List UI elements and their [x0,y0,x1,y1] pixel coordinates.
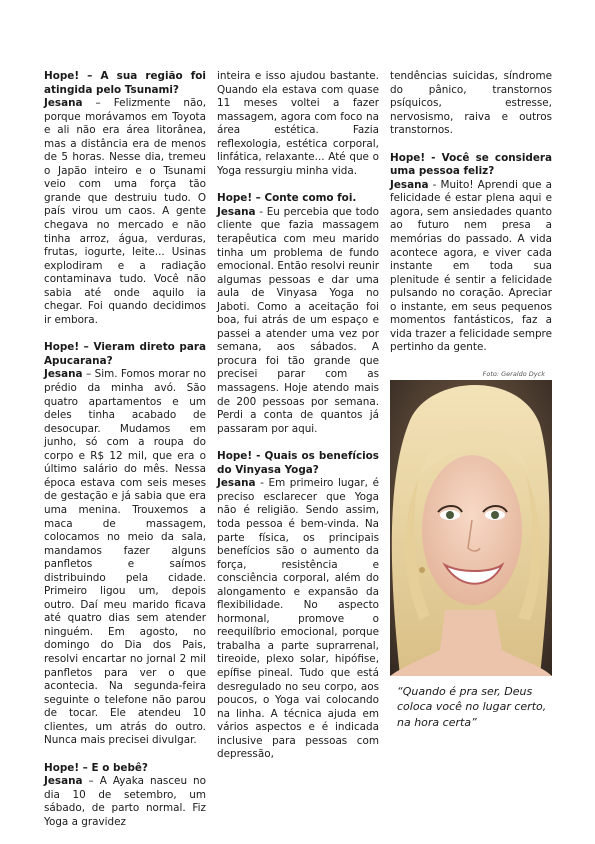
answer-text: – Felizmente não, porque morávamos em Toyota e ali não era área litorânea, mas a distância era de menos de 5 horas. Nesse dia, tremeu o Japão inteiro e o Tsunami veio com uma força tão grande que destruiu tudo. O país virou um caos. A gente chegava no mercado e não tinha arroz, água, verduras, frutas, iogurte, leite... Usinas explodiram e a radiação contaminava tudo. Você não sabia até onde aquilo ia chegar. Foi quando decidimos ir embora. [44,97,206,326]
portrait-illustration [390,380,552,676]
column-3 [390,70,552,369]
answer-tsunami [44,97,206,327]
speaker-name: Jesana [217,205,256,218]
answer-text: - Muito! Aprendi que a felicidade é estar plena aqui e agora, sem ansiedades quanto ao futuro nem presa a memórias do passado. A vida acontece agora, e viver cada instante em toda sua plenitude é sentir a felicidade pulsando no coração. Apreciar o instante, em seus pequenos momentos fantásticos, faz a vida trazer a felicidade sempre pertinho da gente. [390,178,552,354]
portrait-photo [390,380,552,676]
column-2 [217,70,379,776]
speaker-name: Jesana [217,477,256,490]
answer-beneficios-continued: tendências suicidas, síndrome do pânico, transtornos psíquicos, estresse, nervosismo, raiva e outros transtornos. [390,70,552,137]
speaker-name: Jesana [44,368,83,381]
answer-bebe [44,775,206,829]
answer-conte [217,206,379,436]
question-apucarana: Hope! – Vieram direto para Apucarana? [44,341,206,367]
speaker-name: Jesana [44,775,83,788]
answer-bebe-continued: inteira e isso ajudou bastante. Quando ela estava com quase 11 meses voltei a fazer massagem, agora com foco na área estética. Fazia reflexologia, estética corporal, linfática, relaxante... Até que o Yoga ressurgiu minha vida. [217,70,379,177]
answer-apucarana [44,368,206,747]
answer-text: – Sim. Fomos morar no prédio da minha avó. São quatro apartamentos e um deles tinha acabado de desocupar. Mudamos em junho, só com a roupa do corpo e R$ 12 mil, que era o último salário do mês. Nessa época estava com seis meses de gestação e já sabia que era uma menina. Trouxemos a maca de massagem, colocamos no meio da sala, mandamos fazer alguns panfletos e saímos distribuindo pela cidade. Primeiro ligou um, depois outro. Daí meu marido ficava até quatro dias sem atender ninguém. Em agosto, no domingo do Dia dos Pais, resolvi encartar no jornal 2 mil panfletos para ver o que acontecia. Na segunda-feira seguinte o telefone não parou de tocar. Ele atendeu 10 clientes, um atrás do outro. Nunca mais precisei divulgar. [44,368,206,747]
answer-text: – A Ayaka nasceu no dia 10 de setembro, um sábado, de parto normal. Fiz Yoga a gravidez [44,775,206,828]
question-beneficios: Hope! - Quais os benefícios do Vinyasa Yoga? [217,450,379,476]
photo-credit: Foto: Geraldo Dyck [482,370,545,378]
pull-quote: “Quando é pra ser, Deus coloca você no lugar certo, na hora certa” [397,685,547,729]
answer-feliz [390,179,552,355]
question-bebe: Hope! – E o bebê? [44,761,148,774]
speaker-name: Jesana [44,97,83,110]
answer-text: - Em primeiro lugar, é preciso esclarecer que Yoga não é religião. Sendo assim, toda pessoa é bem-vinda. Na parte física, os principais benefícios são o aumento da força, resistência e consciência corporal, além do alongamento e expansão da flexibilidade. No aspecto hormonal, promove o reequilíbrio emocional, porque trabalha a parte suprarrenal, tireoide, plexo solar, hipófise, epífise pineal. Tudo que está desregulado no seu corpo, aos poucos, o Yoga vai colocando na linha. A técnica ajuda em vários aspectos e é indicada inclusive para pessoas com depressão, [217,477,379,761]
answer-beneficios [217,477,379,761]
answer-text: - Eu percebia que todo cliente que fazia massagem terapêutica com meu marido tinha um problema de fundo emocional. Então resolvi reunir algumas pessoas e dar uma aula de Vinyasa Yoga no Jaboti. Como a aceitação foi boa, fui atrás de um espaço e passei a atender uma vez por semana, aos sábados. A procura foi tão grande que precisei parar com as massagens. Hoje atendo mais de 200 pessoas por semana. Perdi a conta de quantos já passaram por aqui. [217,205,379,435]
speaker-name: Jesana [390,178,429,191]
column-1 [44,70,206,844]
question-conte: Hope! – Conte como foi. [217,192,357,205]
question-feliz: Hope! - Você se considera uma pessoa feliz? [390,151,552,178]
question-tsunami: Hope! – A sua região foi atingida pelo Tsunami? [44,70,206,96]
